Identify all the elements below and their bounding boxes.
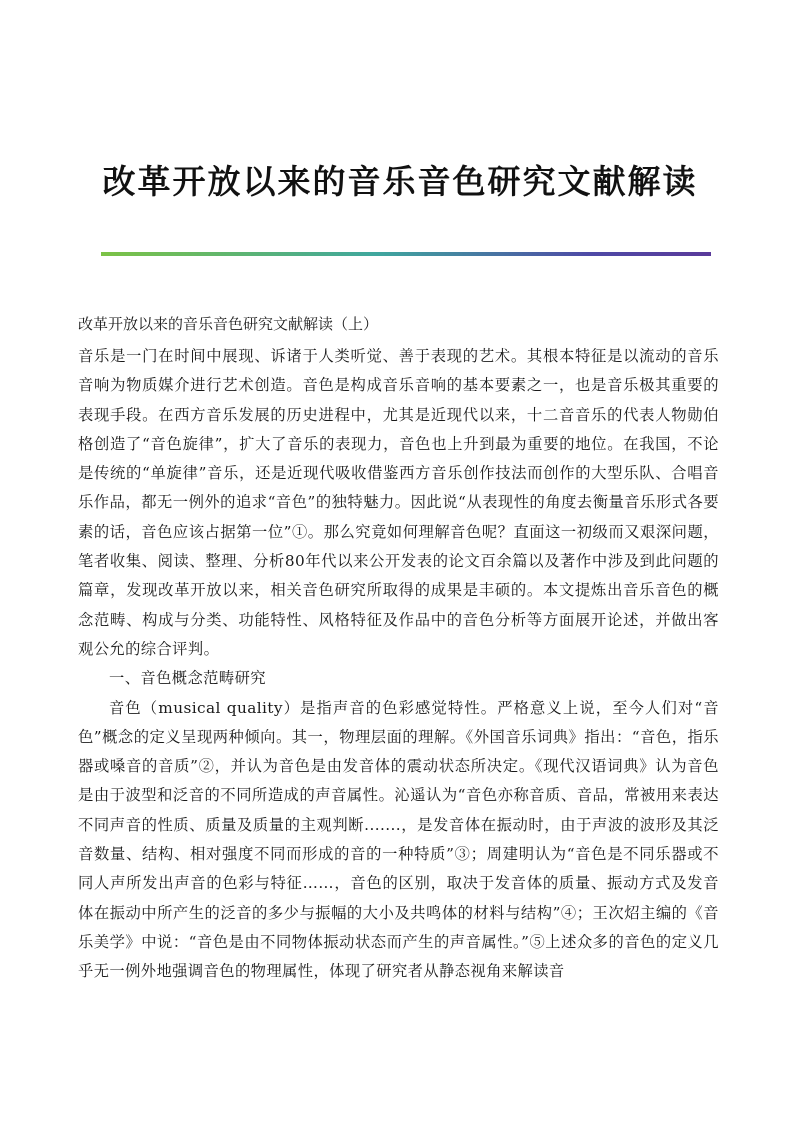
title-divider: [101, 252, 711, 256]
paragraph-concept: 音色（musical quality）是指声音的色彩感觉特性。严格意义上说，至今人们对“音色”概念的定义呈现两种倾向。其一，物理层面的理解。《外国音乐词典》指出：“音色，指乐器或嗓音的音质”②，并认为音色是由发音体的震动状态所决定。《现代汉语词典》认为音色是由于波型和泛音的不同所造成的声音属性。沁遥认为“音色亦称音质、音品，常被用来表达不同声音的性质、质量及质量的主观判断.......，是发音体在振动时，由于声波的波形及其泛音数量、结构、相对强度不同而形成的音的一种特质”③；周建明认为“音色是不同乐器或不同人声所发出声音的色彩与特征……，音色的区别，取决于发音体的质量、振动方式及发音体在振动中所产生的泛音的多少与振幅的大小及共鸣体的材料与结构”④；王次炤主编的《音乐美学》中说：“音色是由不同物体振动状态而产生的声音属性。”⑤上述众多的音色的定义几乎无一例外地强调音色的物理属性，体现了研究者从静态视角来解读音: [78, 698, 719, 981]
document-subtitle: 改革开放以来的音乐音色研究文献解读（上）: [78, 315, 379, 333]
paragraph-intro: 音乐是一门在时间中展现、诉诸于人类听觉、善于表现的艺术。其根本特征是以流动的音乐音响为物质媒介进行艺术创造。音色是构成音乐音响的基本要素之一，也是音乐极其重要的表现手段。在西方音乐发展的历史进程中，尤其是近现代以来，十二音音乐的代表人物勋伯格创造了“音色旋律”，扩大了音乐的表现力，音色也上升到最为重要的地位。在我国，不论是传统的“单旋律”音乐，还是近现代吸收借鉴西方音乐创作技法而创作的大型乐队、合唱音乐作品，都无一例外的追求“音色”的独特魅力。因此说“从表现性的角度去衡量音乐形式各要素的话，音色应该占据第一位”①。那么究竟如何理解音色呢？直面这一初级而又艰深问题，笔者收集、阅读、整理、分析80年代以来公开发表的论文百余篇以及著作中涉及到此问题的篇章，发现改革开放以来，相关音色研究所取得的成果是丰硕的。本文提炼出音乐音色的概念范畴、构成与分类、功能特性、风格特征及作品中的音色分析等方面展开论述，并做出客观公允的综合评判。: [78, 347, 719, 658]
page-title: 改革开放以来的音乐音色研究文献解读: [102, 162, 698, 201]
document-body: [78, 342, 719, 987]
section-heading: 一、音色概念范畴研究: [109, 669, 266, 688]
